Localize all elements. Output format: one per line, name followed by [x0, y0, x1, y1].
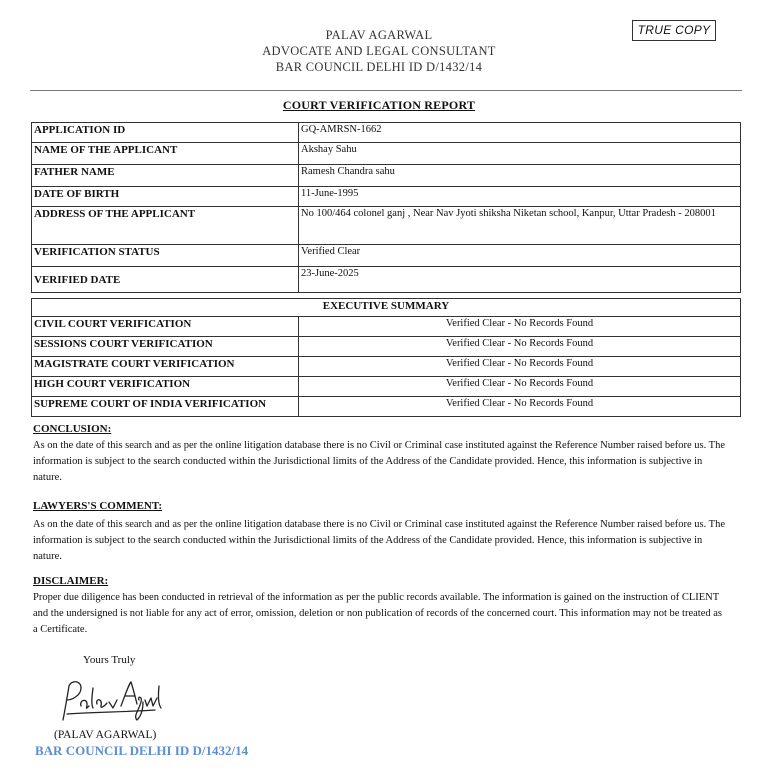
- detail-label: VERIFICATION STATUS: [32, 245, 299, 267]
- detail-value: No 100/464 colonel ganj , Near Nav Jyoti shiksha Niketan school, Kanpur, Uttar Pradesh - 208001: [299, 207, 741, 245]
- detail-value: GQ-AMRSN-1662: [299, 123, 741, 143]
- table-row: [32, 123, 741, 143]
- applicant-details-table: [31, 122, 741, 293]
- true-copy-stamp: TRUE COPY: [632, 20, 716, 41]
- detail-label: NAME OF THE APPLICANT: [32, 143, 299, 165]
- summary-label: SESSIONS COURT VERIFICATION: [32, 337, 299, 357]
- detail-label: ADDRESS OF THE APPLICANT: [32, 207, 299, 245]
- summary-heading: EXECUTIVE SUMMARY: [32, 299, 741, 317]
- summary-value: Verified Clear - No Records Found: [299, 397, 741, 417]
- detail-label: DATE OF BIRTH: [32, 187, 299, 207]
- conclusion-heading: CONCLUSION:: [33, 423, 112, 435]
- detail-label: VERIFIED DATE: [32, 267, 299, 293]
- signatory-bar-id: BAR COUNCIL DELHI ID D/1432/14: [35, 743, 249, 758]
- conclusion-text: As on the date of this search and as per the online litigation database there is no Civil or Criminal case instituted against the Reference Number raised before us. The information is subject to the search conducted within the Jurisdictional limits of the Address of the Candidate provided. Hence, this information is subjective in nature.: [33, 440, 726, 483]
- detail-value: Verified Clear: [299, 245, 741, 267]
- disclaimer-text: Proper due diligence has been conducted in retrieval of the information as per the public records available. The information is gained on the instruction of CLIENT and the undersigned is not liable for any act of error, omission, deletion or non publication of records of the concerned court. This information may not be treated as a Certificate.: [33, 592, 722, 635]
- letterhead-bar-id: BAR COUNCIL DELHI ID D/1432/14: [275, 60, 483, 74]
- detail-value: 23-June-2025: [299, 267, 741, 293]
- executive-summary-table: [31, 298, 741, 417]
- table-row: [32, 357, 741, 377]
- table-row: [32, 317, 741, 337]
- table-row: [32, 207, 741, 245]
- detail-value: Ramesh Chandra sahu: [299, 165, 741, 187]
- disclaimer-heading: DISCLAIMER:: [33, 575, 109, 587]
- table-row: [32, 245, 741, 267]
- summary-value: Verified Clear - No Records Found: [299, 357, 741, 377]
- handwritten-signature: [55, 676, 165, 724]
- table-row: [32, 377, 741, 397]
- detail-label: APPLICATION ID: [32, 123, 299, 143]
- summary-label: MAGISTRATE COURT VERIFICATION: [32, 357, 299, 377]
- summary-label: SUPREME COURT OF INDIA VERIFICATION: [32, 397, 299, 417]
- table-row: [32, 397, 741, 417]
- table-row: [32, 299, 741, 317]
- table-row: [32, 165, 741, 187]
- summary-label: HIGH COURT VERIFICATION: [32, 377, 299, 397]
- lawyers-comment-heading: LAWYERS'S COMMENT:: [33, 500, 163, 512]
- summary-value: Verified Clear - No Records Found: [299, 377, 741, 397]
- closing-text: Yours Truly: [83, 654, 136, 666]
- table-row: [32, 143, 741, 165]
- lawyers-comment-text: As on the date of this search and as per the online litigation database there is no Civil or Criminal case instituted against the Reference Number raised before us. The information is subject to the search conducted within the Jurisdictional limits of the Address of the Candidate provided. Hence, this information is subjective in nature.: [33, 519, 726, 562]
- summary-value: Verified Clear - No Records Found: [299, 317, 741, 337]
- table-row: [32, 267, 741, 293]
- signatory-name: (PALAV AGARWAL): [54, 729, 157, 741]
- summary-value: Verified Clear - No Records Found: [299, 337, 741, 357]
- detail-value: 11-June-1995: [299, 187, 741, 207]
- table-row: [32, 187, 741, 207]
- detail-label: FATHER NAME: [32, 165, 299, 187]
- letterhead-title: ADVOCATE AND LEGAL CONSULTANT: [262, 44, 496, 58]
- detail-value: Akshay Sahu: [299, 143, 741, 165]
- report-title: COURT VERIFICATION REPORT: [282, 98, 476, 112]
- letterhead-name: PALAV AGARWAL: [325, 28, 433, 42]
- header-divider: [30, 90, 742, 91]
- table-row: [32, 337, 741, 357]
- summary-label: CIVIL COURT VERIFICATION: [32, 317, 299, 337]
